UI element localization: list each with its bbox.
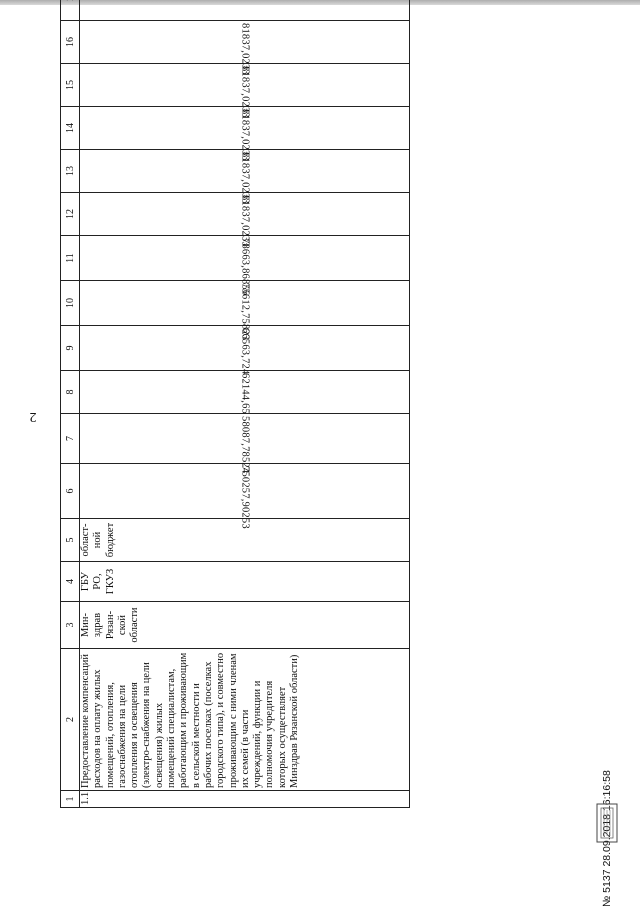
col-header-12: 12 xyxy=(61,193,80,236)
footer xyxy=(598,540,612,910)
row-number: 1.1 xyxy=(80,791,410,808)
executor-cell: Мин-здрав Рязан-ской области xyxy=(80,602,410,649)
amount-col-7: 58087,78524 xyxy=(80,414,410,464)
col-header-11: 11 xyxy=(61,236,80,281)
stamp-icon xyxy=(594,802,620,844)
col-header-1: 1 xyxy=(61,791,80,808)
measure-description: Предоставление компенсаций расходов на оплату жилых помещений, отопления, газоснабжения на цели отопления и освещения (электро-снабжения на цели освещения) жилых помещений специалистам, работающим и проживающим в сельской местности и рабочих поселках (поселках городского типа), и совместно проживающим с ними членам их семей (в части учреждений, функции и полномочия учредителя которых осуществляет Минздрав Рязанской области) xyxy=(80,649,410,791)
amount-col-10: 75612,75823 xyxy=(80,281,410,326)
col-header-5: 5 xyxy=(61,519,80,562)
col-17-cell xyxy=(80,0,410,21)
col-header-10: 10 xyxy=(61,281,80,326)
amount-col-13: 81837,0233 xyxy=(80,150,410,193)
col-header-3: 3 xyxy=(61,602,80,649)
col-header-8: 8 xyxy=(61,371,80,414)
amount-col-9: 66563,724 xyxy=(80,326,410,371)
table-row xyxy=(80,0,410,808)
recipient-cell: ГБУ РО, ГКУЗ xyxy=(80,562,410,602)
document-registration-stamp: № 5137 28.09.2018 16:16:58 xyxy=(601,770,613,907)
amount-col-6: 750257,90253 xyxy=(80,464,410,519)
col-header-6: 6 xyxy=(61,464,80,519)
amount-col-12: 81837,0233 xyxy=(80,193,410,236)
header-row xyxy=(61,0,80,808)
page-number: 2 xyxy=(29,409,37,424)
col-header-2: 2 xyxy=(61,649,80,791)
col-header-4: 4 xyxy=(61,562,80,602)
rotated-table-wrapper xyxy=(60,23,410,808)
amount-col-11: 78663,86856 xyxy=(80,236,410,281)
amount-col-14: 81837,0233 xyxy=(80,107,410,150)
col-header-15: 15 xyxy=(61,64,80,107)
col-header-9: 9 xyxy=(61,326,80,371)
col-header-13: 13 xyxy=(61,150,80,193)
budget-table xyxy=(60,0,410,808)
amount-col-8: 62144,65 xyxy=(80,371,410,414)
col-header-17 xyxy=(61,0,80,21)
amount-col-16: 81837,0233 xyxy=(80,21,410,64)
funding-source-cell: област-ной бюджет xyxy=(80,519,410,562)
amount-col-15: 81837,0233 xyxy=(80,64,410,107)
col-header-16: 16 xyxy=(61,21,80,64)
col-header-14: 14 xyxy=(61,107,80,150)
col-header-7: 7 xyxy=(61,414,80,464)
